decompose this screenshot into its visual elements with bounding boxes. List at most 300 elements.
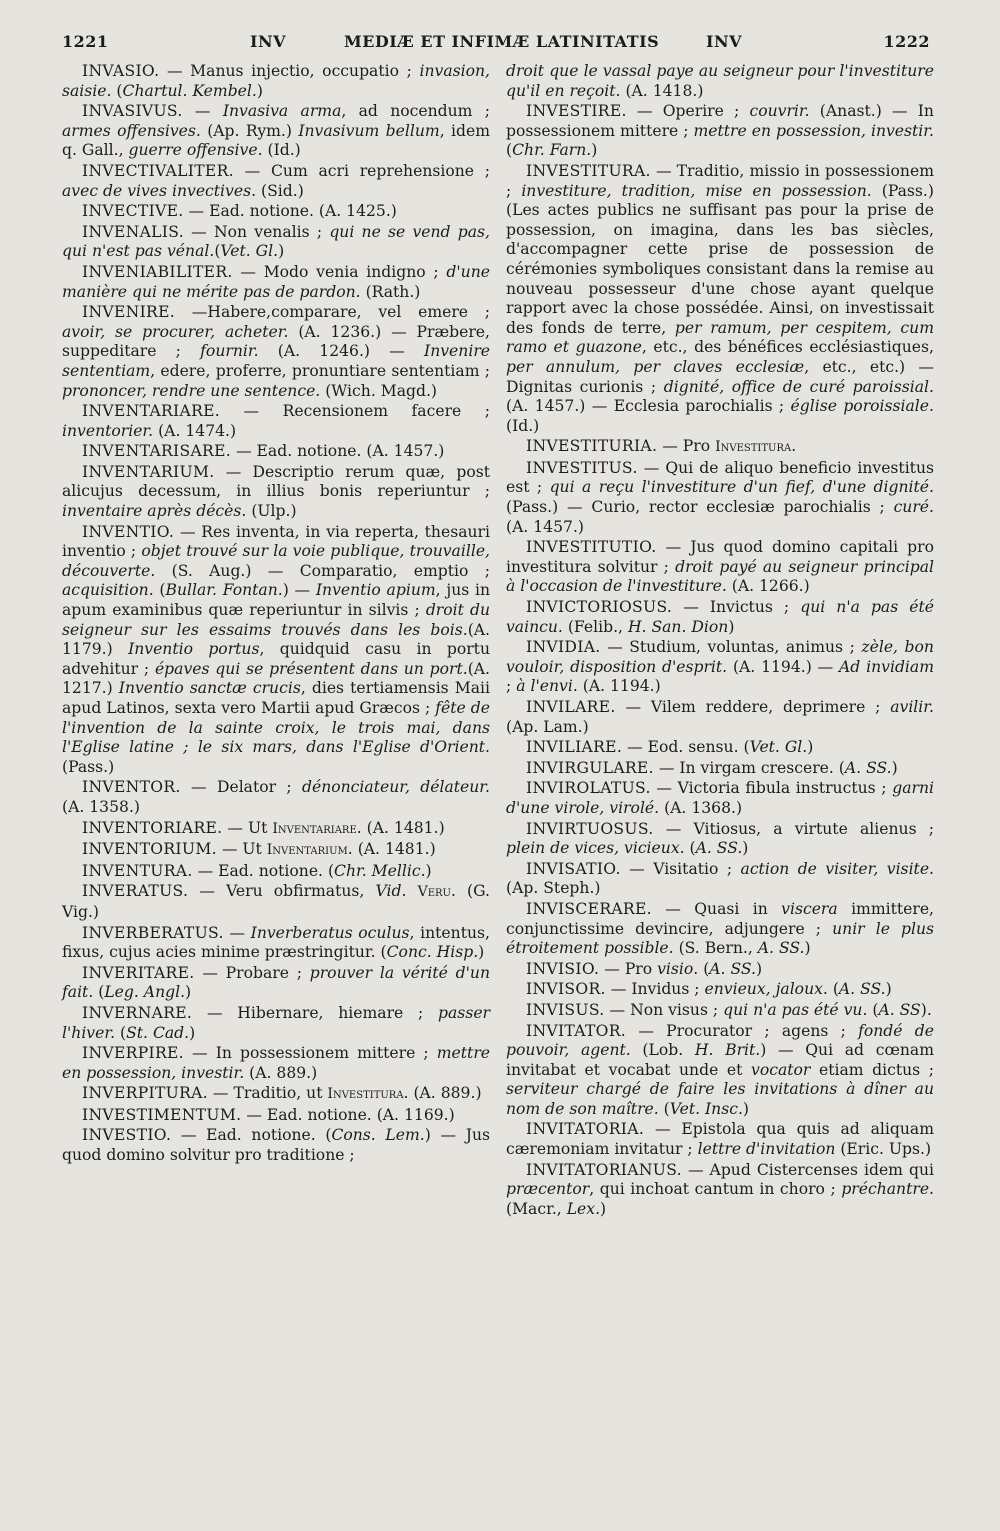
entry-text: , etc., etc.) — Dignitas curionis ; [506, 357, 934, 396]
entry-text: — Eod. sensu. ( [627, 738, 750, 757]
entry-italic-text: qui ne se vend pas, qui n'est pas vénal. [62, 222, 490, 261]
entry-text: ) [742, 839, 749, 858]
entry-italic-text: serviteur chargé de faire les invitations à dîner au nom de son maître. [506, 1080, 934, 1118]
entry-text: (Pass.) [62, 757, 115, 776]
dictionary-entry [62, 62, 490, 101]
entry-italic-text: droit que le vassal paye au seigneur pour l'investiture qu'il en reçoit. [506, 62, 934, 100]
entry-headword: INVIRTUOSUS. [526, 819, 654, 838]
entry-text: (A. 1179.) [62, 620, 490, 659]
entry-italic-text: plein de vices, vicieux. [506, 839, 685, 858]
dictionary-entry [62, 862, 490, 882]
dictionary-entry [506, 598, 934, 637]
entry-text: — Pro [604, 959, 658, 978]
entry-headword: INVILARE. [526, 698, 616, 716]
entry-italic-text: qui n'a pas été vaincu. [506, 598, 934, 636]
entry-text: ) [278, 242, 285, 261]
entry-headword: INVERPITURA. [82, 1084, 208, 1103]
entry-text: — Invidus ; [610, 980, 705, 999]
entry-text: — Studium, voluntas, animus ; [607, 638, 862, 657]
entry-text: — Recensionem facere ; [243, 402, 490, 421]
entry-text: — Res inventa, in via reperta, thesauri inventio ; [62, 522, 490, 561]
right-column [506, 62, 934, 1220]
entry-text: ( [93, 983, 105, 1002]
entry-text: (Ulp.) [246, 502, 297, 521]
dictionary-entry [62, 819, 490, 840]
entry-text: — Delator ; [191, 778, 302, 797]
entry-italic-text: avilir. [890, 698, 934, 716]
entry-text: (A. 1194.) — [727, 657, 840, 676]
entry-text: — Ead. notione. (A. 1425.) [188, 202, 397, 221]
entry-italic-text: objet trouvé sur la voie publique, trouvaille, découverte. [62, 542, 490, 580]
entry-headword: INVENTURA. [82, 861, 193, 880]
entry-headword: INVIDIA. [526, 638, 601, 657]
entry-text: . (G. Vig.) [62, 882, 490, 921]
entry-italic-text: fondé de pouvoir, agent. [506, 1021, 934, 1060]
entry-text: ; [506, 677, 517, 696]
entry-text: (Pass.) — Curio, rector ecclesiæ parochialis ; [506, 498, 894, 517]
entry-text: — Traditio, ut [212, 1084, 328, 1103]
entry-headword: INVECTIVE. [82, 202, 184, 221]
running-head-left: INV [250, 32, 287, 51]
dictionary-entry [62, 840, 490, 861]
entry-headword: INVIROLATUS. [526, 779, 651, 798]
dictionary-entry [506, 638, 934, 697]
entry-text: — [194, 102, 223, 121]
entry-italic-text: dignité, office de curé paroissial. [663, 377, 934, 396]
entry-text: (A. 1418.) [620, 81, 704, 100]
dictionary-entry [62, 1084, 490, 1105]
entry-headword: INVENTORIUM. [82, 840, 217, 859]
dictionary-entry [506, 459, 934, 537]
entry-text: (Felib., [562, 617, 628, 636]
entry-text: — In virgam crescere. ( [658, 758, 845, 777]
entry-italic-text: qui a reçu l'investiture d'un fief, d'une dignité. [549, 478, 934, 497]
dictionary-entry [506, 860, 934, 899]
dictionary-entry [62, 463, 490, 522]
entry-text [406, 882, 417, 900]
entry-text: ( [506, 141, 513, 160]
entry-headword: INVISIO. [526, 959, 600, 978]
entry-text: ( [867, 1000, 879, 1019]
entry-text: (A. 1358.) [62, 797, 140, 816]
dictionary-entry [62, 1106, 490, 1126]
entry-headword: INVISATIO. [526, 859, 621, 878]
running-title: MEDIÆ ET INFIMÆ LATINITATIS [344, 32, 660, 51]
entry-headword: INVENTORIARE. [82, 818, 223, 837]
dictionary-entry [506, 698, 934, 737]
entry-text: ) [478, 943, 485, 962]
entry-text: — [229, 923, 251, 942]
entry-text: ) [185, 983, 192, 1002]
entry-headword: INVICTORIOSUS. [526, 598, 673, 617]
entry-text: (Ap. Steph.) [506, 879, 601, 898]
entry-text: (A. 1368.) [659, 798, 743, 817]
entry-text: — Jus quod domino capitali pro investitura solvitur ; [506, 538, 934, 576]
entry-text: . (A. 1481.) [356, 818, 445, 837]
dictionary-entry [62, 442, 490, 462]
entry-italic-text: Conc. Hisp. [386, 943, 479, 962]
entry-headword: INVISOR. [526, 980, 606, 999]
entry-text: etiam dictus ; [810, 1060, 934, 1079]
entry-headword: INVIRGULARE. [526, 758, 654, 777]
entry-italic-text: Cons. Lem. [331, 1126, 425, 1145]
entry-italic-text: investiture, tradition, mise en possession. [521, 181, 872, 200]
entry-text: ) — [282, 581, 316, 600]
entry-headword: INVITATOR. [526, 1021, 627, 1040]
entry-text: ). [920, 1000, 932, 1019]
entry-text: — Non venalis ; [191, 222, 330, 241]
entry-italic-text: A. SS. [709, 959, 756, 978]
entry-text: (Sid.) [256, 181, 304, 200]
entry-text: (S. Aug.) — Comparatio, emptio ; [155, 561, 490, 580]
entry-text: (Id.) [262, 141, 301, 160]
entry-text: , intentus, fixus, cujus acies minime præstringitur. ( [62, 923, 490, 962]
dictionary-entry [506, 1161, 934, 1220]
entry-italic-text: église poroissiale. [790, 397, 934, 416]
entry-text: ) [256, 81, 263, 100]
entry-text: , jus in apum examinibus quæ reperiuntur in silvis ; [62, 581, 491, 620]
entry-italic-text: droit payé au seigneur principal à l'occasion de l'investiture. [506, 557, 934, 596]
entry-text: (A. 1457.) [506, 517, 584, 536]
entry-text: , qui inchoat cantum in choro ; [589, 1180, 842, 1199]
entry-text: Investitura [715, 439, 792, 456]
entry-text: — Operire ; [636, 102, 750, 121]
entry-headword: INVITATORIA. [526, 1120, 645, 1139]
entry-italic-text: d'une manière qui ne mérite pas de pardon. [62, 262, 490, 301]
entry-italic-text: per ramum, per cespitem, cum ramo et guazone [506, 318, 934, 357]
entry-text: (Ap. Rym.) [200, 121, 299, 140]
entry-italic-text: Vet. Insc. [669, 1099, 743, 1118]
entry-headword: INVERNARE. [82, 1003, 193, 1022]
page-number-left: 1221 [62, 32, 109, 51]
entry-italic-text: envieux, jaloux. [704, 980, 828, 999]
entry-italic-text: Leg. Angl. [104, 983, 186, 1002]
entry-italic-text: inventaire après décès. [62, 502, 247, 521]
entry-text: (A. 1474.) [153, 421, 237, 440]
entry-text: — Invictus ; [683, 598, 801, 617]
entry-italic-text: Invasiva arma [222, 102, 342, 121]
entry-text: — Ead. notione. (A. 1457.) [236, 442, 445, 461]
entry-text: — Victoria fibula instructus ; [656, 779, 893, 798]
entry-text: , dies tertiamensis Maii apud Latinos, sexta vero Martii apud Græcos ; [62, 679, 490, 717]
entry-text: , etc., des bénéfices ecclésiastiques, [641, 338, 934, 357]
dictionary-entry [506, 62, 934, 101]
entry-text: — Non visus ; [609, 1000, 724, 1019]
entry-text: ) [742, 1099, 749, 1118]
entry-text: (A. 1217.) [62, 659, 491, 698]
entry-italic-text: Invasivum bellum [298, 121, 440, 140]
entry-italic-text: mettre en possession, investir. [693, 121, 934, 140]
entry-italic-text: droit du seigneur sur les essaims trouvés dans les bois. [62, 601, 491, 639]
entry-italic-text: dénonciateur, délateur. [302, 778, 490, 797]
entry-text: — Apud Cistercenses idem qui [687, 1160, 934, 1179]
entry-italic-text: Vet. Gl. [749, 738, 808, 757]
entry-text: —Habere,comparare, vel emere ; [191, 303, 490, 322]
entry-italic-text: Inventio sanctæ crucis [118, 679, 301, 698]
entry-text: Inventarium [266, 842, 348, 859]
entry-italic-text: visio [657, 959, 694, 978]
entry-headword: INVESTIMENTUM. [82, 1105, 242, 1124]
entry-italic-text: passer l'hiver. [62, 1003, 490, 1042]
entry-text: , idem q. Gall., [62, 121, 490, 160]
entry-headword: INVITATORIANUS. [526, 1160, 682, 1179]
entry-text: . (A. 889.) [403, 1084, 482, 1103]
dictionary-entry [62, 263, 490, 302]
entry-text: — Ead. notione. (A. 1169.) [246, 1105, 455, 1124]
entry-text: , quidquid casu in portu advehitur ; [62, 640, 490, 678]
entry-italic-text: Chartul. Kembel. [122, 81, 257, 100]
entry-headword: INVISCERARE. [526, 899, 652, 918]
entry-text: ) [891, 758, 898, 777]
entry-text: (Rath.) [360, 282, 421, 301]
entry-text: — Hibernare, hiemare ; [206, 1003, 439, 1022]
entry-italic-text: avoir, se procurer, acheter. [62, 322, 289, 341]
entry-headword: INVECTIVALITER. [82, 161, 234, 180]
left-column [62, 62, 490, 1167]
entry-italic-text: A. SS. [838, 980, 886, 999]
entry-headword: INVENIABILITER. [82, 262, 233, 281]
entry-italic-text: A. SS. [844, 758, 892, 777]
entry-italic-text: Inventio apium [315, 581, 436, 600]
entry-italic-text: Vid. [375, 882, 407, 901]
entry-text: (A. 1246.) — [258, 342, 425, 361]
dictionary-entry [506, 437, 934, 458]
page-number-right: 1222 [883, 32, 930, 51]
entry-text: (Macr., [506, 1199, 567, 1218]
entry-italic-text: fête de l'invention de la sainte croix, le trois mai, dans l'Eglise latine ; le six mars, dans l'Eglise d'Orient. [62, 699, 490, 757]
entry-italic-text: unir le plus étroitement possible. [506, 919, 934, 958]
dictionary-entry [62, 882, 490, 922]
entry-text: ( [827, 980, 839, 999]
entry-italic-text: prouver la vérité d'un fait. [62, 963, 491, 1002]
entry-text: — Descriptio rerum quæ, post alicujus decessum, in illius bonis reperiuntur ; [62, 462, 490, 501]
entry-text: ( [214, 242, 221, 261]
entry-italic-text: A. SS. [757, 939, 805, 958]
entry-text: (Ap. Lam.) [506, 717, 589, 736]
dictionary-entry [506, 1022, 934, 1120]
entry-headword: INVENTARIUM. [82, 462, 215, 481]
entry-text: ) [804, 939, 811, 958]
entry-text: (Id.) [506, 416, 540, 435]
entry-italic-text: vocator [751, 1060, 811, 1079]
entry-italic-text: curé. [893, 498, 934, 517]
entry-text: , edere, proferre, pronuntiare sententiam ; [150, 361, 490, 380]
dictionary-entry [506, 900, 934, 959]
running-head-right: INV [706, 32, 743, 51]
entry-text: — Procurator ; agens ; [638, 1021, 859, 1040]
entry-text: Investitura [327, 1086, 404, 1103]
entry-text: — Ead. notione. ( [180, 1126, 332, 1145]
entry-headword: INVILIARE. [526, 738, 623, 757]
entry-text: ) [755, 959, 763, 978]
dictionary-entry [62, 964, 490, 1003]
entry-italic-text: A. SS [878, 1000, 921, 1019]
dictionary-entry [506, 102, 934, 161]
entry-text: — Quasi in [665, 899, 782, 918]
entry-text: — Modo venia indigno ; [240, 262, 447, 281]
entry-headword: INVENTOR. [82, 778, 181, 797]
entry-italic-text: mettre en possession, investir. [62, 1044, 490, 1082]
entry-headword: INVERATUS. [82, 882, 189, 901]
dictionary-entry [62, 924, 490, 963]
entry-italic-text: Chr. Mellic. [334, 861, 426, 880]
entry-italic-text: St. Cad. [126, 1023, 190, 1042]
page-header [62, 32, 930, 60]
entry-headword: INVENTARISARE. [82, 442, 232, 461]
entry-italic-text: fournir. [200, 342, 259, 361]
entry-text: (Eric. Ups.) [835, 1140, 932, 1159]
entry-text: ) — Jus quod domino solvitur pro traditione ; [62, 1126, 491, 1165]
dictionary-entry [506, 759, 934, 779]
entry-text: (A. 1236.) — Præbere, suppeditare ; [62, 322, 490, 361]
entry-headword: INVESTITUS. [526, 458, 638, 477]
entry-text: ) [807, 738, 814, 757]
entry-text: — Vitiosus, a virtute alienus ; [665, 819, 934, 838]
entry-italic-text: Chr. Farn. [512, 141, 592, 160]
entry-italic-text: Inventio portus [128, 640, 260, 659]
entry-italic-text: præcentor [506, 1180, 590, 1199]
entry-text: — Epistola qua quis ad aliquam cæremoniam invitatur ; [506, 1120, 934, 1159]
entry-headword: INVASIVUS. [82, 102, 183, 121]
entry-text: (Wich. Magd.) [320, 381, 438, 400]
entry-text: (S. Bern., [673, 939, 758, 958]
entry-text: (A. 1266.) [726, 577, 810, 596]
dictionary-entry [62, 303, 490, 401]
entry-text: (A. 1194.) [577, 677, 661, 696]
entry-italic-text: Bullar. Fontan. [165, 581, 283, 600]
entry-text: — Qui de aliquo beneficio investitus est ; [506, 458, 934, 497]
entry-text: . (A. 1481.) [347, 840, 436, 859]
entry-text: , ad nocendum ; [341, 102, 491, 121]
entry-italic-text: H. Brit. [694, 1041, 761, 1060]
entry-text: . [791, 437, 797, 456]
dictionary-entry [62, 1004, 490, 1043]
entry-text: ( [111, 81, 123, 100]
entry-text: ) [600, 1199, 607, 1218]
entry-text: — Traditio, missio in possessionem ; [506, 161, 934, 200]
entry-italic-text: Vet. Gl. [220, 242, 279, 261]
entry-text: ) — Qui ad cœnam invitabat et vocabat unde et [506, 1041, 934, 1079]
entry-italic-text: Ad invidiam [839, 657, 934, 676]
entry-italic-text: couvrir. [749, 102, 810, 121]
dictionary-entry [506, 1120, 934, 1159]
dictionary-entry [506, 738, 934, 758]
entry-headword: INVASIO. [82, 62, 160, 80]
entry-headword: INVERPIRE. [82, 1044, 184, 1063]
dictionary-entry [506, 779, 934, 818]
entry-headword: INVENIRE. [82, 303, 176, 322]
entry-text: — In possessionem mittere ; [192, 1044, 437, 1063]
entry-headword: INVESTIRE. [526, 102, 627, 121]
entry-headword: INVENALIS. [82, 222, 184, 241]
entry-text: ) [885, 980, 892, 999]
entry-italic-text: avec de vives invectives. [62, 181, 257, 200]
entry-italic-text: invasion, saisie. [62, 62, 490, 100]
entry-text: ( [658, 1099, 670, 1118]
entry-italic-text: inventorier. [62, 421, 154, 440]
entry-italic-text: Invenire sententiam [62, 342, 491, 380]
entry-text: — Visitatio ; [629, 859, 741, 878]
entry-headword: INVESTIO. [82, 1126, 172, 1145]
dictionary-entry [506, 1001, 934, 1021]
entry-text: ) [425, 861, 432, 880]
entry-text: (A. 1457.) — Ecclesia parochialis ; [506, 397, 791, 416]
entry-italic-text: à l'envi. [516, 677, 578, 696]
entry-text: ) [728, 617, 735, 636]
dictionary-entry [62, 778, 490, 817]
entry-text: ) [591, 141, 598, 160]
dictionary-entry [506, 820, 934, 859]
dictionary-entry [506, 960, 934, 980]
entry-italic-text: H. San. Dion [627, 617, 729, 636]
entry-italic-text: zèle, bon vouloir, disposition d'esprit. [506, 638, 934, 676]
entry-text: — Manus injectio, occupatio ; [166, 62, 420, 80]
entry-text: (Anast.) — In possessionem mittere ; [506, 102, 934, 140]
entry-text: — Vilem reddere, deprimere ; [625, 698, 891, 716]
entry-headword: INVESTITURA. [526, 161, 651, 180]
entry-text: — Pro [662, 437, 716, 456]
entry-headword: INVENTIO. [82, 522, 175, 541]
entry-text: ( [115, 1023, 127, 1042]
entry-headword: INVERBERATUS. [82, 923, 224, 942]
entry-italic-text: préchantre. [841, 1180, 934, 1199]
entry-text: (A. 889.) [244, 1063, 318, 1082]
dictionary-entry [506, 980, 934, 1000]
dictionary-entry [62, 402, 490, 441]
dictionary-entry [506, 538, 934, 597]
entry-italic-text: viscera [781, 899, 838, 918]
entry-text: . ( [693, 959, 710, 978]
dictionary-entry [62, 162, 490, 201]
entry-headword: INVERITARE. [82, 963, 195, 982]
dictionary-entry [62, 1044, 490, 1083]
entry-italic-text: acquisition. [62, 581, 154, 600]
entry-italic-text: action de visiter, visite. [740, 859, 935, 878]
dictionary-entry [506, 162, 934, 436]
entry-italic-text: armes offensives. [62, 121, 201, 140]
entry-headword: INVISUS. [526, 1000, 605, 1019]
entry-text: — Probare ; [202, 963, 310, 982]
dictionary-entry [62, 202, 490, 222]
entry-italic-text: Inverberatus oculus [250, 923, 410, 942]
entry-text: — Ut [227, 818, 273, 837]
entry-headword: INVESTITUTIO. [526, 538, 657, 557]
entry-italic-text: per annulum, per claves ecclesiæ [506, 357, 805, 376]
entry-text: — Ead. notione. ( [197, 861, 335, 880]
entry-text: immittere, conjunctissime devincire, adjungere ; [506, 899, 935, 938]
entry-italic-text: A. SS. [695, 839, 743, 858]
entry-text: Veru [417, 884, 451, 901]
entry-text: — Cum acri reprehensione ; [244, 161, 490, 180]
entry-italic-text: guerre offensive. [128, 141, 263, 160]
entry-headword: INVENTARIARE. [82, 402, 221, 421]
entry-text: — Ut [221, 840, 267, 859]
entry-text: ( [684, 839, 696, 858]
dictionary-entry [62, 102, 490, 161]
dictionary-entry [62, 223, 490, 262]
dictionary-entry [62, 523, 490, 778]
entry-italic-text: prononcer, rendre une sentence. [62, 381, 321, 400]
entry-italic-text: épaves qui se présentent dans un port. [154, 659, 468, 678]
entry-italic-text: Lex. [566, 1199, 601, 1218]
entry-text: (Lob. [630, 1041, 695, 1060]
entry-italic-text: lettre d'invitation [697, 1140, 836, 1159]
entry-italic-text: garni d'une virole, virolé. [506, 779, 934, 817]
entry-text: Inventariare [272, 820, 357, 837]
dictionary-entry [62, 1126, 490, 1165]
entry-text: — Veru obfirmatus, [199, 882, 376, 901]
entry-text: ) [189, 1023, 196, 1042]
